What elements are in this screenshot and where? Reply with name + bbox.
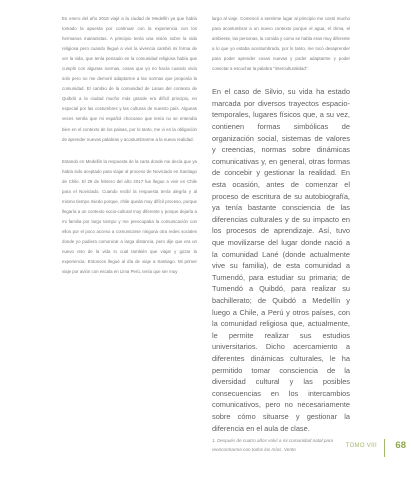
right-column <box>212 14 350 454</box>
footnote: 1. Después de cuatro años volví a mi comunidad natal para reencontrarme con todos los míos. Vento <box>212 438 334 453</box>
page-number: 68 <box>395 440 406 451</box>
left-paragraph-1: En enero del año 2018 viajé a la ciudad de Medellín ya que había tomado la apuesta por continuar con la experiencia con los hermanos marianistas. A principio tenía una visión sobre la vida religiosa pero cuando llegué a vivir la vivencia cambió mi forma de ver la vida, que tenía pensado en la comunidad religiosa había que cumplir con algunas normas, cosas que yo no hacía cuando vivía solo pero no me demoré adaptarme a las normas que proponía la comunidad. El cambio de la comunidad de Lanas del contexto de Quibdó a la ciudad mucho más grande era difícil principio, en especial por las costumbres y las culturas de nuestro país. Algunas veces sentía que mi español chocoano que tenía no se entendía bien en el contexto de los paisas, por lo tanto, me vi en la obligación de aprender nuevas palabras y acostumbrarme a la nueva realidad. <box>62 16 197 142</box>
left-paragraph-2: Estando en Medellín la respuesta de la carta donde me decía que ya había sido aceptado para viajar al proceso de Noviciado en Santiago de Chile. El 29 de febrero del año 2017 fue llegue a vivir en Chile para el Noviciado. Cuando recibí la respuesta tenía alegría y al mismo tiempo miedo porque, chile queda muy difícil proceso, porque llegaría a un contexto socio-cultural muy diferente y porque dejaría a mi familia por largo tiempo y me preocupaba la comunicación con ellos por el poco acceso a comunicarse ninguna otra redes sociales donde yo pudiera comunicar a larga distancia, pero dije que era un nuevo reto de la vida lo cual también que viajar y gozar la experiencia. Entonces llegué al día de viaje a Santiago. Mi primer viaje por avión con escala en Lima Perú, tenía que ser muy <box>62 158 197 275</box>
folio-label: TOMO VIII <box>345 443 377 449</box>
footer-divider <box>384 439 385 457</box>
right-intro-paragraph: largo al viaje. Comencé a sentirme lugar al principio me costó mucho para acostumbrar a un nuevo contexto porque el agua, el clima, el ambiente, las personas, la comida y como se habla eran muy diferente a lo que yo estaba acostumbrado, por lo tanto, me tocó desaprender para poder aprender cosas nuevas y poder adaptarme y poder conectar a escuchar la palabra "interculturalidad". <box>212 16 350 72</box>
page-footer <box>271 438 411 458</box>
left-column <box>62 14 197 277</box>
main-body-paragraph: En el caso de Silvio, su vida ha estado marcada por diversos trayectos espacio-temporales, lugares físicos que, a su vez, contienen formas simbólicas de organización social, sistemas de valores y creencias, normas sobre dinámicas comunicativas y, en general, otras formas de concebir y gestionar la realidad. En esta ocasión, antes de comenzar el proceso de escritura de su autobiografía, ya tenía bastante consciencia de las diferencias culturales y de su impacto en los procesos de aprendizaje. Así, tuvo que movilizarse del lugar donde nació a la comunidad Lané (donde actualmente vive su familia), de esta comunidad a Tumendó, para estudiar su primaria; de Tumendó a Quibdó, para realizar su bachillerato; de Quibdó a Medellín y luego a Chile, a Perú y otros países, con la comunidad religiosa que, actualmente, le permite realizar sus estudios universitarios. Dicho acercamiento a diferentes dinámicas culturales, le ha permitido tomar consciencia de la diversidad cultural y las posibles consecuencias en los intercambios comunicativos, pero no necesariamente sobre cómo situarse y gestionar la diferencia en el aula de clase. <box>212 87 350 433</box>
